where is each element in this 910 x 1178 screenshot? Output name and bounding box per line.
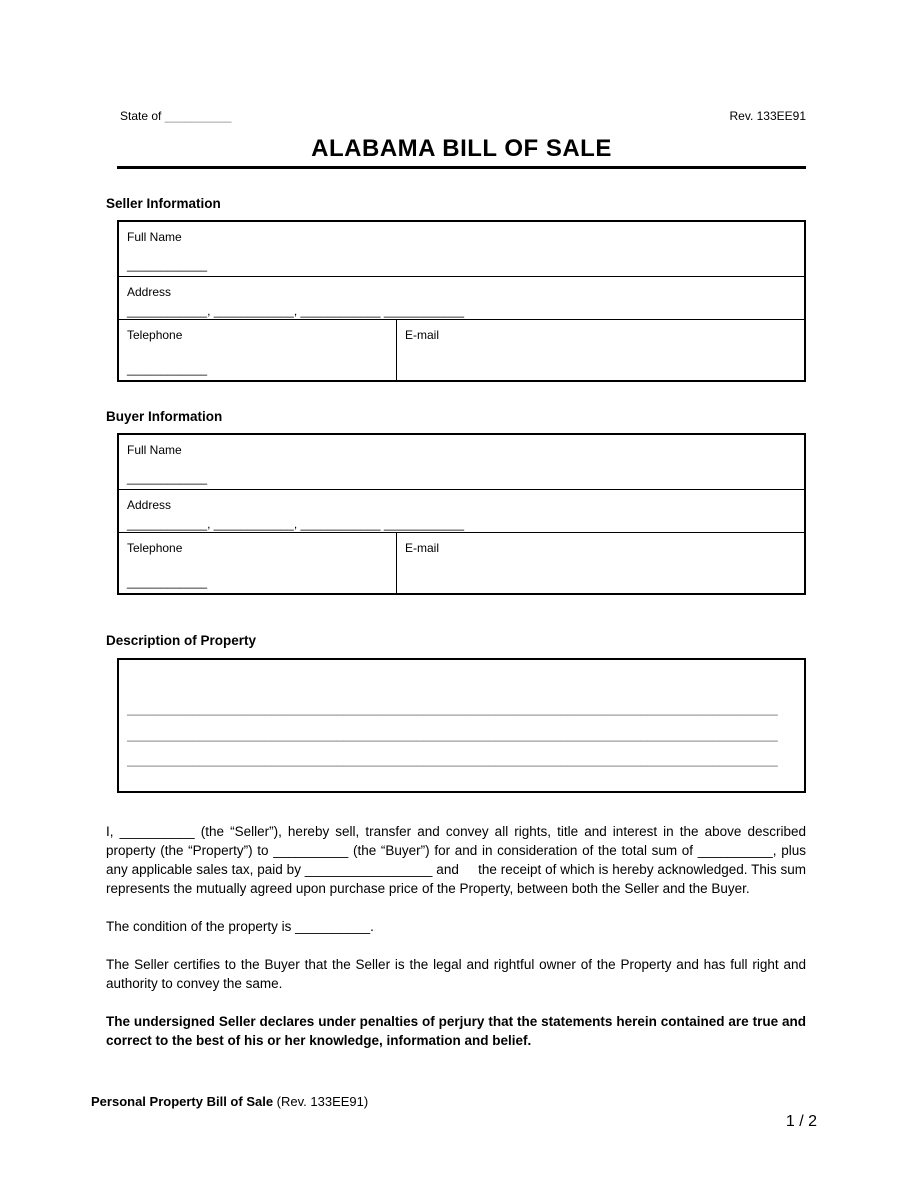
ownership-certification-paragraph: The Seller certifies to the Buyer that the Seller is the legal and rightful owner of the Property and has full right and authority to convey the same. — [106, 957, 806, 991]
sale-declaration-paragraph: I, __________ (the “Seller”), hereby sell, transfer and convey all rights, title and interest in the above described property (the “Property”) to __________ (the “Buyer”) for and in consideration of the total sum of __________, plus any applicable sales tax, paid by _________________ and the receipt of which is hereby acknowledged. This sum represents the mutually agreed upon purchase price of the Property, between both the Seller and the Buyer. — [106, 824, 806, 896]
buyer-section-heading: Buyer Information — [106, 409, 223, 424]
buyer-address-cell — [119, 490, 804, 532]
revision-label: Rev. 133EE91 — [729, 109, 806, 123]
buyer-telephone-label: Telephone — [127, 541, 183, 555]
seller-full-name-blank: ____________ — [127, 258, 208, 272]
seller-contact-row — [119, 320, 804, 380]
page-number: 1 / 2 — [785, 1113, 817, 1130]
description-blank-lines — [127, 696, 791, 773]
seller-telephone-cell — [119, 320, 397, 380]
seller-telephone-label: Telephone — [127, 328, 183, 342]
buyer-full-name-blank: ____________ — [127, 471, 208, 485]
description-box — [117, 658, 806, 793]
seller-email-label: E-mail — [405, 328, 440, 342]
body-text — [106, 822, 806, 1069]
seller-section-heading: Seller Information — [106, 196, 221, 211]
seller-full-name-cell — [119, 222, 804, 276]
footer-document-name: Personal Property Bill of Sale — [91, 1094, 274, 1109]
perjury-declaration-paragraph: The undersigned Seller declares under penalties of perjury that the statements herein contained are true and correct to the best of his or her knowledge, information and belief. — [106, 1014, 806, 1048]
seller-address-blank: ____________, ____________, ____________ ____________ — [127, 304, 465, 318]
buyer-full-name-row — [119, 435, 804, 490]
buyer-info-table — [117, 433, 806, 595]
description-section-heading: Description of Property — [106, 633, 257, 648]
seller-full-name-row — [119, 222, 804, 277]
description-blank-line: __________________________________________________________________________________________ — [127, 726, 778, 742]
footer-document-line — [91, 1094, 368, 1110]
buyer-full-name-label: Full Name — [127, 443, 182, 457]
seller-address-row — [119, 277, 804, 320]
buyer-address-blank: ____________, ____________, ____________ ____________ — [127, 517, 465, 531]
seller-telephone-blank: ____________ — [127, 362, 208, 376]
footer-document-revision: (Rev. 133EE91) — [273, 1094, 369, 1109]
description-blank-line: __________________________________________________________________________________________ — [127, 701, 778, 716]
seller-email-cell — [397, 320, 804, 380]
seller-full-name-label: Full Name — [127, 230, 182, 244]
condition-paragraph: The condition of the property is __________. — [106, 919, 374, 934]
buyer-contact-row — [119, 533, 804, 593]
buyer-telephone-cell — [119, 533, 397, 593]
buyer-address-row — [119, 490, 804, 533]
state-of-label: State of — [120, 109, 162, 123]
description-blank-line: __________________________________________________________________________________________ — [127, 752, 778, 767]
buyer-email-label: E-mail — [405, 541, 440, 555]
buyer-full-name-cell — [119, 435, 804, 489]
seller-info-table — [117, 220, 806, 382]
seller-address-label: Address — [127, 285, 172, 299]
seller-address-cell — [119, 277, 804, 319]
title-rule — [117, 166, 806, 169]
state-of-line — [120, 109, 231, 124]
page-title: ALABAMA BILL OF SALE — [311, 135, 612, 162]
buyer-telephone-blank: ____________ — [127, 575, 208, 589]
buyer-email-cell — [397, 533, 804, 593]
buyer-address-label: Address — [127, 498, 172, 512]
state-of-blank: __________ — [164, 109, 232, 123]
top-meta-row — [106, 109, 806, 124]
